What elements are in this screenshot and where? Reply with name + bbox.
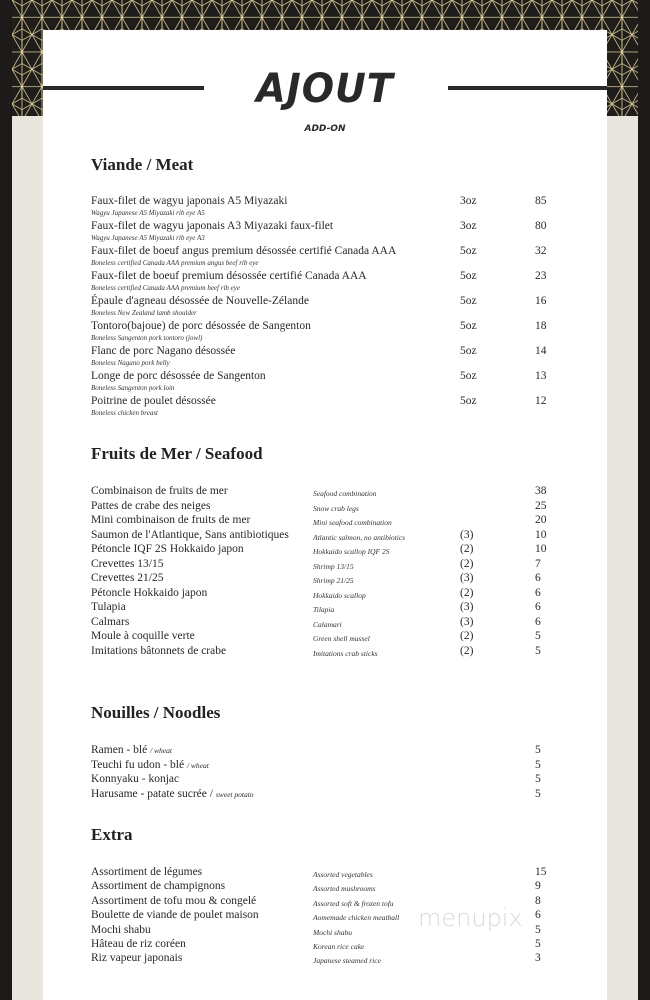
item-price: 10 (535, 543, 547, 555)
item-price: 7 (535, 557, 541, 570)
item-price: 6 (535, 586, 541, 599)
item-name: Pattes de crabe des neiges (91, 499, 211, 512)
item-name: Mochi shabu (91, 923, 151, 936)
item-name: Hâteau de riz coréen (91, 938, 186, 950)
item-name: Faux-filet de boeuf premium désossée certifié Canada AAA (91, 270, 367, 282)
item-price: 10 (535, 528, 547, 541)
item-price: 6 (535, 615, 541, 628)
item-quantity: (2) (460, 630, 474, 642)
item-price: 14 (535, 345, 547, 357)
item-english-name: Assorted soft & frozen tofu (313, 898, 394, 908)
item-name: Mini combinaison de fruits de mer (91, 514, 251, 526)
item-english-name: Boneless certified Canada AAA premium angus beef rib eye (91, 259, 259, 267)
item-price: 80 (535, 220, 547, 232)
item-price: 5 (535, 773, 541, 785)
item-price: 23 (535, 270, 547, 282)
item-english-name: Boneless New Zealand lamb shoulder (91, 309, 197, 317)
item-english-name: Imitations crab sticks (313, 648, 378, 658)
item-name: Imitations bâtonnets de crabe (91, 644, 227, 657)
item-english-name: Calamari (313, 619, 342, 629)
item-price: 9 (535, 880, 541, 893)
item-price: 25 (535, 499, 547, 512)
item-name-wrap (91, 759, 209, 772)
item-quantity: 5oz (460, 370, 477, 382)
item-name: Moule à coquille verte (91, 630, 195, 642)
menupix-watermark: menupix (418, 904, 523, 932)
item-english-name: Seafood combination (313, 489, 377, 498)
item-price: 85 (535, 195, 547, 207)
item-name: Teuchi fu udon - blé (91, 758, 185, 771)
item-quantity: (3) (460, 601, 474, 613)
section-title-noodles: Nouilles / Noodles (91, 703, 221, 722)
item-price: 3 (535, 952, 541, 965)
item-english-name: Shrimp 13/15 (313, 561, 354, 571)
item-price: 5 (535, 923, 541, 936)
section-title-extra: Extra (91, 825, 133, 844)
item-name: Faux-filet de wagyu japonais A5 Miyazaki (91, 195, 288, 207)
item-quantity: (2) (460, 557, 474, 570)
item-name: Faux-filet de wagyu japonais A3 Miyazaki faux-filet (91, 220, 334, 232)
page-subtitle: ADD-ON (304, 124, 346, 134)
section-title-seafood: Fruits de Mer / Seafood (91, 444, 263, 463)
section-title-meat: Viande / Meat (91, 155, 194, 174)
item-name: Ramen - blé (91, 744, 148, 756)
item-english-name: Korean rice cake (313, 942, 365, 951)
item-name: Saumon de l'Atlantique, Sans antibiotiques (91, 528, 289, 541)
item-quantity: (3) (460, 572, 474, 584)
item-price: 5 (535, 787, 541, 800)
item-english-name: Shrimp 21/25 (313, 576, 354, 585)
item-name: Pétoncle IQF 2S Hokkaido japon (91, 543, 244, 555)
item-name: Longe de porc désossée de Sangenton (91, 370, 266, 382)
item-quantity: (2) (460, 644, 474, 657)
item-name: Pétoncle Hokkaido japon (91, 586, 208, 599)
item-english-name: Boneless certified Canada AAA premium beef rib eye (91, 284, 240, 292)
item-name: Calmars (91, 615, 130, 628)
item-english-name: Assorted mushrooms (313, 884, 376, 894)
item-price: 13 (535, 370, 547, 382)
item-english-name: Aomemade chicken meatball (313, 913, 400, 923)
item-price: 38 (535, 485, 547, 497)
item-english-name: / wheat (150, 746, 172, 755)
item-price: 6 (535, 601, 541, 613)
item-name: Poitrine de poulet désossée (91, 395, 216, 407)
item-name: Combinaison de fruits de mer (91, 485, 228, 497)
item-quantity: 5oz (460, 320, 477, 332)
item-name-wrap (91, 744, 172, 757)
item-price: 5 (535, 644, 541, 657)
item-quantity: (2) (460, 586, 474, 599)
item-english-name: Mini seafood combination (313, 518, 392, 527)
item-name: Tontoro(bajoue) de porc désossée de Sangenton (91, 320, 311, 332)
item-price: 18 (535, 320, 547, 332)
item-price: 5 (535, 758, 541, 771)
item-english-name: Japanese steamed rice (313, 956, 381, 966)
item-english-name: Wagyu Japanese A5 Miyazaki rib eye A3 (91, 234, 205, 242)
item-price: 8 (535, 894, 541, 907)
item-quantity: (3) (460, 615, 474, 628)
item-name: Boulette de viande de poulet maison (91, 909, 259, 922)
item-name: Faux-filet de boeuf angus premium désossée certifié Canada AAA (91, 245, 397, 257)
item-name: Riz vapeur japonais (91, 952, 183, 965)
item-price: 6 (535, 909, 541, 922)
item-name: Assortiment de champignons (91, 880, 226, 893)
item-price: 12 (535, 395, 547, 407)
item-price: 16 (535, 295, 547, 307)
item-name-wrap (91, 788, 254, 801)
item-quantity: 5oz (460, 345, 477, 357)
page-title: AJOUT (256, 66, 394, 112)
item-english-name: sweet potato (215, 789, 254, 799)
item-name: Tulapia (91, 601, 126, 613)
item-english-name: Assorted vegetables (313, 870, 373, 879)
item-price: 20 (535, 514, 547, 526)
item-name: Épaule d'agneau désossée de Nouvelle-Zélande (91, 295, 309, 307)
item-price: 5 (535, 744, 541, 756)
item-name: Crevettes 21/25 (91, 572, 164, 584)
item-quantity: (3) (460, 528, 474, 541)
item-quantity: (2) (460, 543, 474, 555)
item-name: Flanc de porc Nagano désossée (91, 345, 236, 357)
item-name: Crevettes 13/15 (91, 557, 164, 570)
item-name: Harusame - patate sucrée / (91, 787, 213, 800)
item-quantity: 3oz (460, 220, 477, 232)
item-quantity: 5oz (460, 395, 477, 407)
item-english-name: Wagyu Japanese A5 Miyazaki rib eye A5 (91, 209, 205, 217)
item-english-name: Snow crab legs (313, 503, 359, 513)
item-quantity: 5oz (460, 245, 477, 257)
item-price: 6 (535, 572, 541, 584)
item-english-name: Tilapia (313, 605, 335, 614)
item-english-name: Boneless chicken breast (91, 409, 158, 417)
item-name: Assortiment de légumes (91, 866, 203, 878)
item-english-name: Green shell mussel (313, 634, 370, 643)
item-price: 15 (535, 866, 547, 878)
item-name-wrap (91, 773, 179, 786)
item-english-name: Hokkaido scallop (313, 590, 366, 600)
item-english-name: Boneless Nagano pork belly (91, 359, 170, 367)
item-name: Konnyaku - konjac (91, 773, 180, 785)
item-name: Assortiment de tofu mou & congelé (91, 894, 257, 907)
item-english-name: / wheat (186, 760, 209, 770)
item-price: 32 (535, 245, 547, 257)
item-english-name: Atlantic salmon, no antibiotics (313, 532, 406, 542)
item-price: 5 (535, 630, 541, 642)
item-english-name: Mochi shabu (313, 927, 352, 937)
item-english-name: Hokkaido scallop IQF 2S (313, 547, 390, 556)
item-quantity: 5oz (460, 295, 477, 307)
item-english-name: Boneless Sangenton pork tontoro (jowl) (91, 334, 203, 342)
item-english-name: Boneless Sangenton pork loin (91, 384, 175, 392)
item-quantity: 5oz (460, 270, 477, 282)
item-quantity: 3oz (460, 195, 477, 207)
item-price: 5 (535, 938, 541, 950)
